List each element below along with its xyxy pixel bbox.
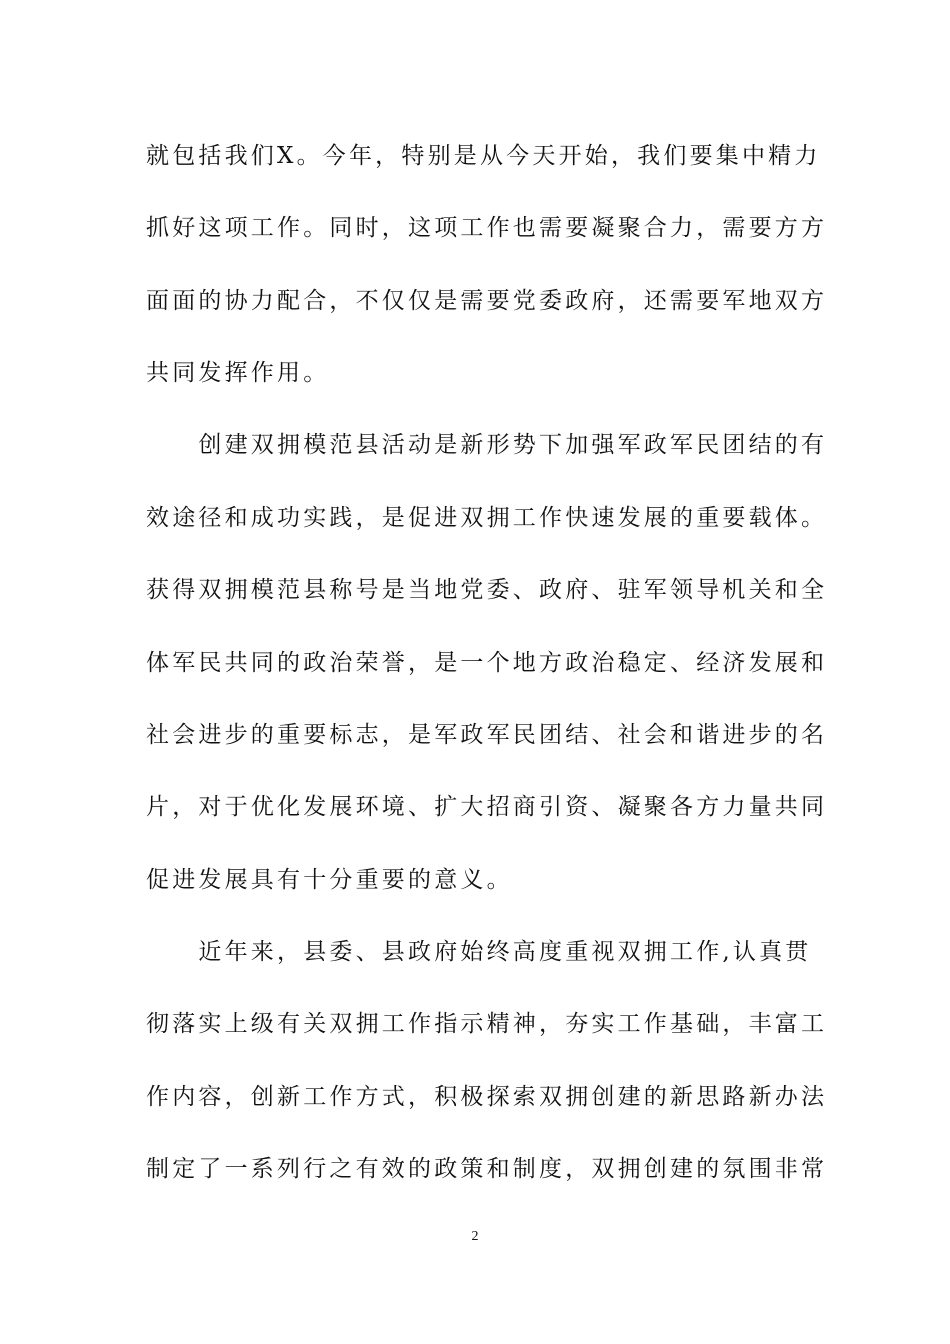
text-line: 社会进步的重要标志，是军政军民团结、社会和谐进步的名 xyxy=(146,722,828,748)
page-number: 2 xyxy=(471,1229,479,1244)
text-line: 面面的协力配合，不仅仅是需要党委政府，还需要军地双方 xyxy=(146,288,828,314)
text-line: 共同发挥作用。 xyxy=(146,360,330,386)
text-line: 作内容，创新工作方式，积极探索双拥创建的新思路新办法 xyxy=(146,1084,828,1110)
text-line: 体军民共同的政治荣誉，是一个地方政治稳定、经济发展和 xyxy=(146,650,828,676)
text-line: 效途径和成功实践，是促进双拥工作快速发展的重要载体。 xyxy=(146,505,828,531)
text-line: 制定了一系列行之有效的政策和制度，双拥创建的氛围非常 xyxy=(146,1156,828,1182)
paragraph-first-line: 创建双拥模范县活动是新形势下加强军政军民团结的有 xyxy=(146,432,828,458)
text-line: 片，对于优化发展环境、扩大招商引资、凝聚各方力量共同 xyxy=(146,794,828,820)
text-line: 促进发展具有十分重要的意义。 xyxy=(146,867,513,893)
text-line: 彻落实上级有关双拥工作指示精神，夯实工作基础，丰富工 xyxy=(146,1011,828,1037)
text-line: 获得双拥模范县称号是当地党委、政府、驻军领导机关和全 xyxy=(146,577,828,603)
paragraph-first-line: 近年来，县委、县政府始终高度重视双拥工作,认真贯 xyxy=(146,939,812,965)
text-line: 就包括我们X。今年，特别是从今天开始，我们要集中精力 xyxy=(146,143,821,169)
text-line: 抓好这项工作。同时，这项工作也需要凝聚合力，需要方方 xyxy=(146,215,828,241)
